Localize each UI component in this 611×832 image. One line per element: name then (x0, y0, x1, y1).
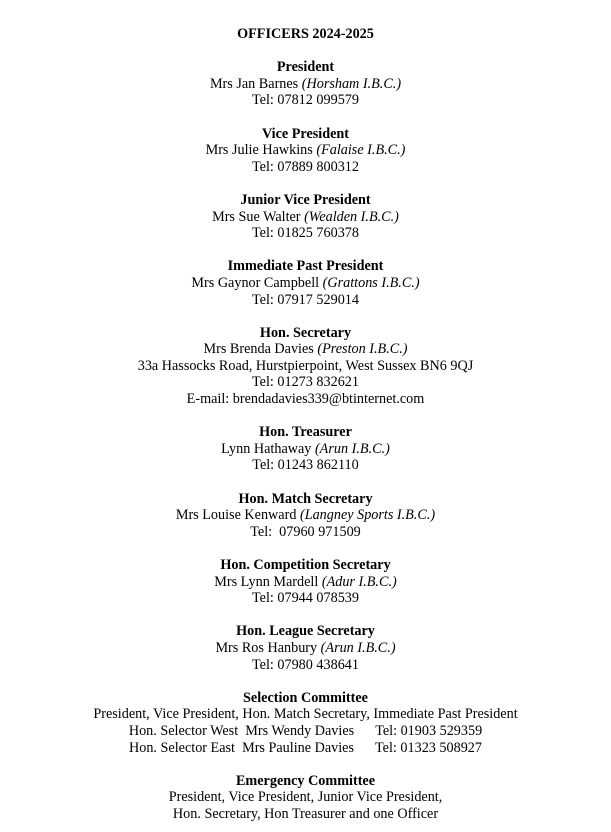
section-hon-match-secretary (0, 491, 611, 541)
section-heading: Vice President (261, 125, 350, 142)
officer-line (0, 441, 611, 458)
officer-line (0, 76, 611, 93)
officer-club: (Horsham I.B.C.) (301, 75, 402, 92)
officer-line (0, 275, 611, 292)
committee-members-line-1: President, Vice President, Junior Vice President, (168, 789, 443, 806)
officer-tel: Tel: 01243 862110 (252, 457, 359, 474)
section-heading: Emergency Committee (235, 772, 376, 789)
officer-name: Lynn Hathaway (221, 440, 312, 457)
section-heading: Junior Vice President (240, 191, 371, 208)
officer-name: Mrs Ros Hanbury (215, 639, 318, 656)
officer-name: Mrs Louise Kenward (175, 507, 297, 524)
section-hon-competition-secretary (0, 557, 611, 607)
officer-name: Mrs Gaynor Campbell (191, 274, 320, 291)
officer-tel: Tel: 07960 971509 (250, 523, 361, 540)
officer-club: (Arun I.B.C.) (320, 639, 396, 656)
officer-tel: Tel: 07812 099579 (252, 92, 359, 109)
officer-name: Mrs Lynn Mardell (214, 573, 319, 590)
officer-tel: Tel: 07944 078539 (252, 590, 359, 607)
section-vice-president (0, 126, 611, 176)
section-hon-treasurer (0, 424, 611, 474)
officer-line (0, 142, 611, 159)
officer-name: Mrs Julie Hawkins (205, 142, 313, 159)
section-selection-committee (0, 690, 611, 756)
section-heading: President (276, 59, 335, 76)
officer-name: Mrs Sue Walter (212, 208, 301, 225)
officer-club: (Falaise I.B.C.) (316, 142, 406, 159)
officer-line (0, 574, 611, 591)
officer-club: (Arun I.B.C.) (314, 440, 390, 457)
section-heading: Hon. Competition Secretary (220, 557, 391, 573)
officer-club: (Wealden I.B.C.) (304, 208, 399, 225)
section-heading: Selection Committee (243, 689, 368, 706)
section-emergency-committee (0, 773, 611, 823)
officer-tel: Tel: 01825 760378 (252, 225, 359, 242)
officer-tel: Tel: 07980 438641 (252, 656, 359, 673)
section-heading: Hon. Match Secretary (238, 490, 373, 507)
officer-email: E-mail: brendadavies339@btinternet.com (186, 391, 425, 408)
section-president (0, 59, 611, 109)
section-hon-league-secretary (0, 623, 611, 673)
officer-club: (Adur I.B.C.) (321, 573, 397, 590)
section-heading: Hon. Secretary (259, 324, 352, 341)
section-immediate-past-president (0, 258, 611, 308)
section-heading: Hon. League Secretary (236, 623, 375, 640)
committee-members-line-2: Hon. Secretary, Hon Treasurer and one Officer (172, 805, 439, 822)
page-title: OFFICERS 2024-2025 (237, 26, 374, 42)
officer-line (0, 209, 611, 226)
officer-address: 33a Hassocks Road, Hurstpierpoint, West Sussex BN6 9QJ (137, 357, 474, 374)
section-heading: Immediate Past President (227, 258, 384, 275)
officer-tel: Tel: 07889 800312 (252, 158, 359, 175)
section-hon-secretary (0, 325, 611, 408)
officer-club: (Langney Sports I.B.C.) (299, 507, 436, 524)
officer-line (0, 640, 611, 657)
officer-line (0, 507, 611, 524)
section-heading: Hon. Treasurer (259, 424, 352, 441)
officer-club: (Grattons I.B.C.) (322, 274, 420, 291)
selector-east: Hon. Selector East Mrs Pauline Davies Tel: 01323 508927 (129, 739, 482, 756)
officer-line (0, 341, 611, 358)
officer-tel: Tel: 01273 832621 (252, 374, 359, 391)
officer-name: Mrs Jan Barnes (209, 75, 299, 92)
officer-tel: Tel: 07917 529014 (252, 291, 359, 308)
section-junior-vice-president (0, 192, 611, 242)
selector-west: Hon. Selector West Mrs Wendy Davies Tel: 01903 529359 (128, 722, 483, 739)
officer-club: (Preston I.B.C.) (317, 341, 408, 358)
officer-name: Mrs Brenda Davies (203, 341, 314, 358)
committee-members: President, Vice President, Hon. Match Secretary, Immediate Past President (93, 706, 518, 723)
